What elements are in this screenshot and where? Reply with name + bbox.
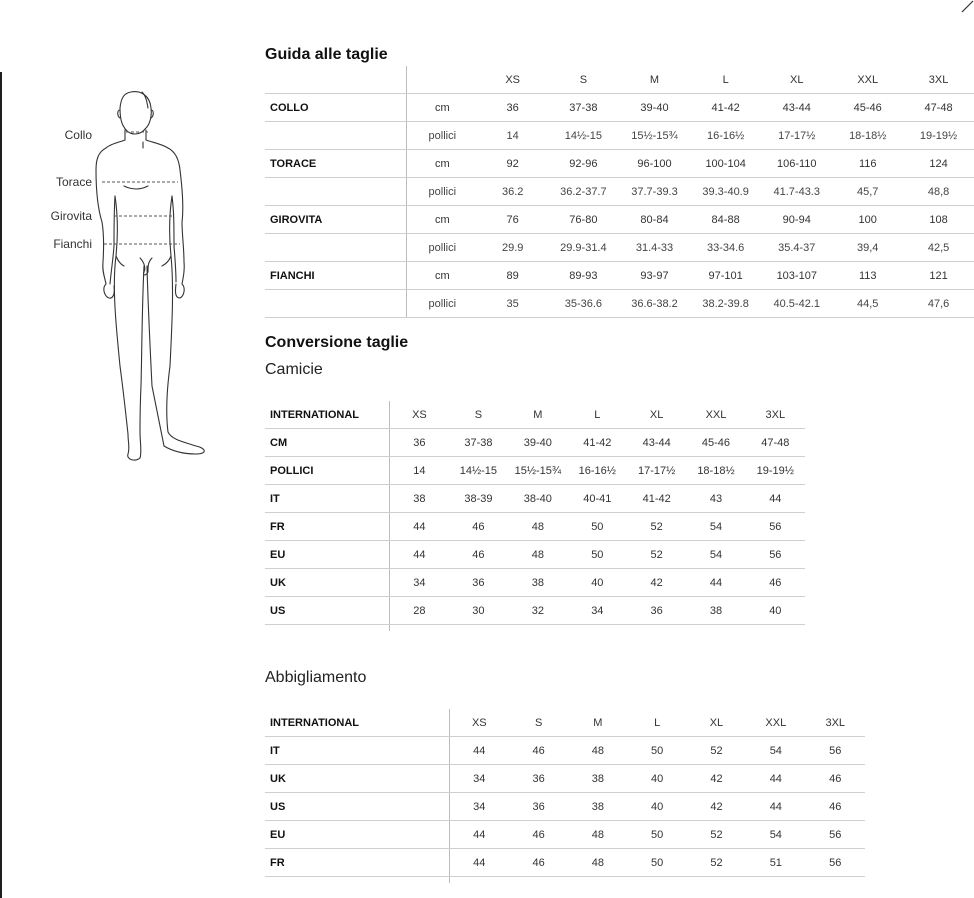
table-row	[265, 597, 805, 625]
table-cell: 46	[449, 541, 508, 569]
shirts-subtitle: Camicie	[265, 361, 323, 378]
table-cell: 38	[568, 765, 627, 793]
label-torace: Torace	[55, 175, 92, 189]
table-cell: 80-84	[619, 206, 690, 234]
row-label: EU	[265, 541, 390, 569]
table-cell: 34	[449, 793, 509, 821]
table-cell: 38	[508, 569, 568, 597]
size-guide-header-row	[265, 66, 974, 94]
table-cell: 31.4-33	[619, 234, 690, 262]
table-cell: 89	[478, 262, 548, 290]
table-cell: 17-17½	[627, 457, 686, 485]
size-row-collo-cm	[265, 94, 974, 122]
size-header-m: M	[619, 66, 690, 94]
table-cell: 44	[390, 513, 449, 541]
table-row	[265, 737, 865, 765]
size-header-xl: XL	[687, 709, 746, 737]
table-cell: 40	[628, 765, 687, 793]
size-header-3xl: 3XL	[806, 709, 865, 737]
table-cell: 43	[686, 485, 745, 513]
table-cell: 18-18½	[832, 122, 903, 150]
table-cell: 100-104	[690, 150, 761, 178]
size-header-3xl: 3XL	[903, 66, 974, 94]
empty-cell	[265, 290, 407, 318]
table-cell: 35-36.6	[548, 290, 619, 318]
table-cell: 36	[390, 429, 449, 457]
table-cell: 54	[746, 737, 805, 765]
table-cell: 89-93	[548, 262, 619, 290]
table-cell: 48	[568, 849, 627, 877]
table-cell: 84-88	[690, 206, 761, 234]
table-cell: 44	[746, 793, 805, 821]
size-header-l: L	[690, 66, 761, 94]
table-cell: 52	[627, 541, 686, 569]
table-cell: 52	[687, 737, 746, 765]
unit-label: cm	[407, 262, 478, 290]
tail-cell	[265, 877, 449, 884]
row-label: POLLICI	[265, 457, 390, 485]
table-cell: 93-97	[619, 262, 690, 290]
row-label: CM	[265, 429, 390, 457]
size-row-collo-pollici	[265, 122, 974, 150]
table-cell: 47-48	[903, 94, 974, 122]
table-cell: 36	[478, 94, 548, 122]
table-cell: 15½-15¾	[508, 457, 568, 485]
table-cell: 36.2-37.7	[548, 178, 619, 206]
table-cell: 124	[903, 150, 974, 178]
table-cell: 39-40	[508, 429, 568, 457]
table-cell: 42,5	[903, 234, 974, 262]
table-cell: 41-42	[568, 429, 627, 457]
table-cell: 50	[568, 541, 627, 569]
label-fianchi: Fianchi	[53, 237, 92, 251]
table-cell: 39.3-40.9	[690, 178, 761, 206]
table-cell: 76	[478, 206, 548, 234]
table-cell: 56	[806, 849, 865, 877]
size-header-m: M	[508, 401, 568, 429]
international-header: INTERNATIONAL	[265, 709, 449, 737]
table-cell: 44	[686, 569, 745, 597]
size-header-xs: XS	[390, 401, 449, 429]
table-cell: 36.6-38.2	[619, 290, 690, 318]
table-cell: 38	[568, 793, 627, 821]
table-cell: 35	[478, 290, 548, 318]
table-cell: 34	[390, 569, 449, 597]
table-cell: 29.9-31.4	[548, 234, 619, 262]
close-icon[interactable]	[958, 0, 974, 14]
table-tail-row	[265, 625, 805, 632]
table-cell: 16-16½	[568, 457, 627, 485]
table-cell: 39,4	[832, 234, 903, 262]
size-header-m: M	[568, 709, 627, 737]
table-cell: 50	[568, 513, 627, 541]
table-cell: 38	[390, 485, 449, 513]
table-row	[265, 457, 805, 485]
size-header-s: S	[548, 66, 619, 94]
label-girovita: Girovita	[50, 209, 92, 223]
table-cell: 44,5	[832, 290, 903, 318]
unit-label: cm	[407, 150, 478, 178]
table-row	[265, 485, 805, 513]
row-label: IT	[265, 485, 390, 513]
table-cell: 47,6	[903, 290, 974, 318]
row-label: COLLO	[265, 94, 407, 122]
table-cell: 46	[806, 793, 865, 821]
size-header-s: S	[509, 709, 568, 737]
row-label: GIROVITA	[265, 206, 407, 234]
table-cell: 37.7-39.3	[619, 178, 690, 206]
table-cell: 39-40	[619, 94, 690, 122]
size-header-xxl: XXL	[746, 709, 805, 737]
body-outline-icon	[44, 86, 219, 466]
table-cell: 56	[746, 541, 805, 569]
row-label: UK	[265, 569, 390, 597]
row-label: IT	[265, 737, 449, 765]
table-cell: 36	[509, 765, 568, 793]
table-cell: 44	[449, 821, 509, 849]
table-cell: 38-39	[449, 485, 508, 513]
table-cell: 52	[687, 849, 746, 877]
table-cell: 36.2	[478, 178, 548, 206]
body-figure	[44, 86, 219, 466]
table-row	[265, 513, 805, 541]
table-cell: 14	[478, 122, 548, 150]
table-cell: 50	[628, 821, 687, 849]
table-cell: 42	[627, 569, 686, 597]
table-cell: 33-34.6	[690, 234, 761, 262]
size-header-xs: XS	[478, 66, 548, 94]
table-cell: 37-38	[449, 429, 508, 457]
table-cell: 41-42	[690, 94, 761, 122]
international-header: INTERNATIONAL	[265, 401, 390, 429]
row-label: FIANCHI	[265, 262, 407, 290]
table-cell: 40.5-42.1	[761, 290, 832, 318]
row-label: TORACE	[265, 150, 407, 178]
table-cell: 103-107	[761, 262, 832, 290]
unit-label: cm	[407, 94, 478, 122]
table-cell: 100	[832, 206, 903, 234]
row-label: FR	[265, 513, 390, 541]
table-row	[265, 849, 865, 877]
table-cell: 108	[903, 206, 974, 234]
table-cell: 50	[628, 849, 687, 877]
table-row	[265, 569, 805, 597]
unit-label: cm	[407, 206, 478, 234]
table-cell: 42	[687, 793, 746, 821]
size-row-girovita-pollici	[265, 234, 974, 262]
row-label: EU	[265, 821, 449, 849]
unit-label: pollici	[407, 178, 478, 206]
table-cell: 19-19½	[903, 122, 974, 150]
table-cell: 35.4-37	[761, 234, 832, 262]
table-cell: 47-48	[746, 429, 805, 457]
table-cell: 45,7	[832, 178, 903, 206]
shirts-conversion-table	[265, 401, 805, 631]
table-cell: 16-16½	[690, 122, 761, 150]
table-cell: 19-19½	[746, 457, 805, 485]
size-row-fianchi-cm	[265, 262, 974, 290]
table-cell: 44	[390, 541, 449, 569]
table-cell: 40	[746, 597, 805, 625]
table-row	[265, 821, 865, 849]
size-row-torace-pollici	[265, 178, 974, 206]
table-cell: 44	[449, 737, 509, 765]
table-cell: 38-40	[508, 485, 568, 513]
table-cell: 45-46	[686, 429, 745, 457]
table-cell: 48,8	[903, 178, 974, 206]
table-cell: 51	[746, 849, 805, 877]
table-cell: 92	[478, 150, 548, 178]
size-row-fianchi-pollici	[265, 290, 974, 318]
table-cell: 32	[508, 597, 568, 625]
size-header-l: L	[568, 401, 627, 429]
table-cell: 41-42	[627, 485, 686, 513]
size-header-xxl: XXL	[686, 401, 745, 429]
table-cell: 14	[390, 457, 449, 485]
table-cell: 52	[627, 513, 686, 541]
unit-label: pollici	[407, 290, 478, 318]
row-label: US	[265, 793, 449, 821]
empty-cell	[265, 122, 407, 150]
size-row-girovita-cm	[265, 206, 974, 234]
tail-cell	[265, 625, 390, 632]
size-header-xl: XL	[761, 66, 832, 94]
table-cell: 97-101	[690, 262, 761, 290]
table-cell: 113	[832, 262, 903, 290]
empty-cell	[265, 234, 407, 262]
clothing-conversion-table	[265, 709, 865, 883]
table-cell: 36	[509, 793, 568, 821]
table-cell: 42	[687, 765, 746, 793]
table-cell: 14½-15	[548, 122, 619, 150]
table-cell: 56	[806, 737, 865, 765]
table-cell: 38	[686, 597, 745, 625]
size-header-xl: XL	[627, 401, 686, 429]
table-cell: 44	[746, 485, 805, 513]
table-cell: 106-110	[761, 150, 832, 178]
table-cell: 30	[449, 597, 508, 625]
size-header-3xl: 3XL	[746, 401, 805, 429]
size-guide-table	[265, 66, 974, 318]
table-cell: 48	[568, 821, 627, 849]
conversion-title: Conversione taglie	[265, 334, 409, 351]
size-row-torace-cm	[265, 150, 974, 178]
unit-label: pollici	[407, 122, 478, 150]
table-cell: 54	[686, 513, 745, 541]
table-cell: 48	[508, 541, 568, 569]
table-cell: 46	[509, 737, 568, 765]
table-cell: 116	[832, 150, 903, 178]
table-cell: 50	[628, 737, 687, 765]
table-cell: 43-44	[627, 429, 686, 457]
size-header-l: L	[628, 709, 687, 737]
table-cell: 44	[746, 765, 805, 793]
table-cell: 36	[449, 569, 508, 597]
table-cell: 96-100	[619, 150, 690, 178]
table-row	[265, 793, 865, 821]
clothing-header-row	[265, 709, 865, 737]
table-cell: 14½-15	[449, 457, 508, 485]
unit-label: pollici	[407, 234, 478, 262]
table-cell: 48	[568, 737, 627, 765]
table-cell: 44	[449, 849, 509, 877]
table-cell: 76-80	[548, 206, 619, 234]
table-cell: 46	[746, 569, 805, 597]
row-label: UK	[265, 765, 449, 793]
table-cell: 46	[509, 821, 568, 849]
empty-cell	[265, 178, 407, 206]
table-cell: 40	[628, 793, 687, 821]
table-cell: 121	[903, 262, 974, 290]
header-spacer	[407, 66, 478, 94]
table-cell: 17-17½	[761, 122, 832, 150]
table-cell: 34	[568, 597, 627, 625]
table-cell: 37-38	[548, 94, 619, 122]
clothing-subtitle: Abbigliamento	[265, 669, 367, 686]
table-cell: 41.7-43.3	[761, 178, 832, 206]
table-cell: 56	[746, 513, 805, 541]
table-cell: 34	[449, 765, 509, 793]
table-cell: 45-46	[832, 94, 903, 122]
table-cell: 40	[568, 569, 627, 597]
table-cell: 46	[806, 765, 865, 793]
size-guide-title: Guida alle taglie	[265, 46, 388, 63]
table-row	[265, 429, 805, 457]
table-cell: 15½-15¾	[619, 122, 690, 150]
table-cell: 28	[390, 597, 449, 625]
table-cell: 54	[746, 821, 805, 849]
table-cell: 40-41	[568, 485, 627, 513]
row-label: US	[265, 597, 390, 625]
left-border	[0, 72, 2, 898]
table-row	[265, 541, 805, 569]
table-cell: 92-96	[548, 150, 619, 178]
size-header-xxl: XXL	[832, 66, 903, 94]
shirts-header-row	[265, 401, 805, 429]
table-cell: 43-44	[761, 94, 832, 122]
table-cell: 52	[687, 821, 746, 849]
table-cell: 90-94	[761, 206, 832, 234]
table-row	[265, 765, 865, 793]
table-cell: 54	[686, 541, 745, 569]
table-cell: 56	[806, 821, 865, 849]
label-collo: Collo	[64, 128, 92, 142]
table-cell: 46	[509, 849, 568, 877]
table-cell: 29.9	[478, 234, 548, 262]
empty-header-cell	[265, 66, 407, 94]
table-tail-row	[265, 877, 865, 884]
size-header-s: S	[449, 401, 508, 429]
size-header-xs: XS	[449, 709, 509, 737]
table-cell: 18-18½	[686, 457, 745, 485]
table-cell: 38.2-39.8	[690, 290, 761, 318]
table-cell: 48	[508, 513, 568, 541]
row-label: FR	[265, 849, 449, 877]
table-cell: 46	[449, 513, 508, 541]
table-cell: 36	[627, 597, 686, 625]
